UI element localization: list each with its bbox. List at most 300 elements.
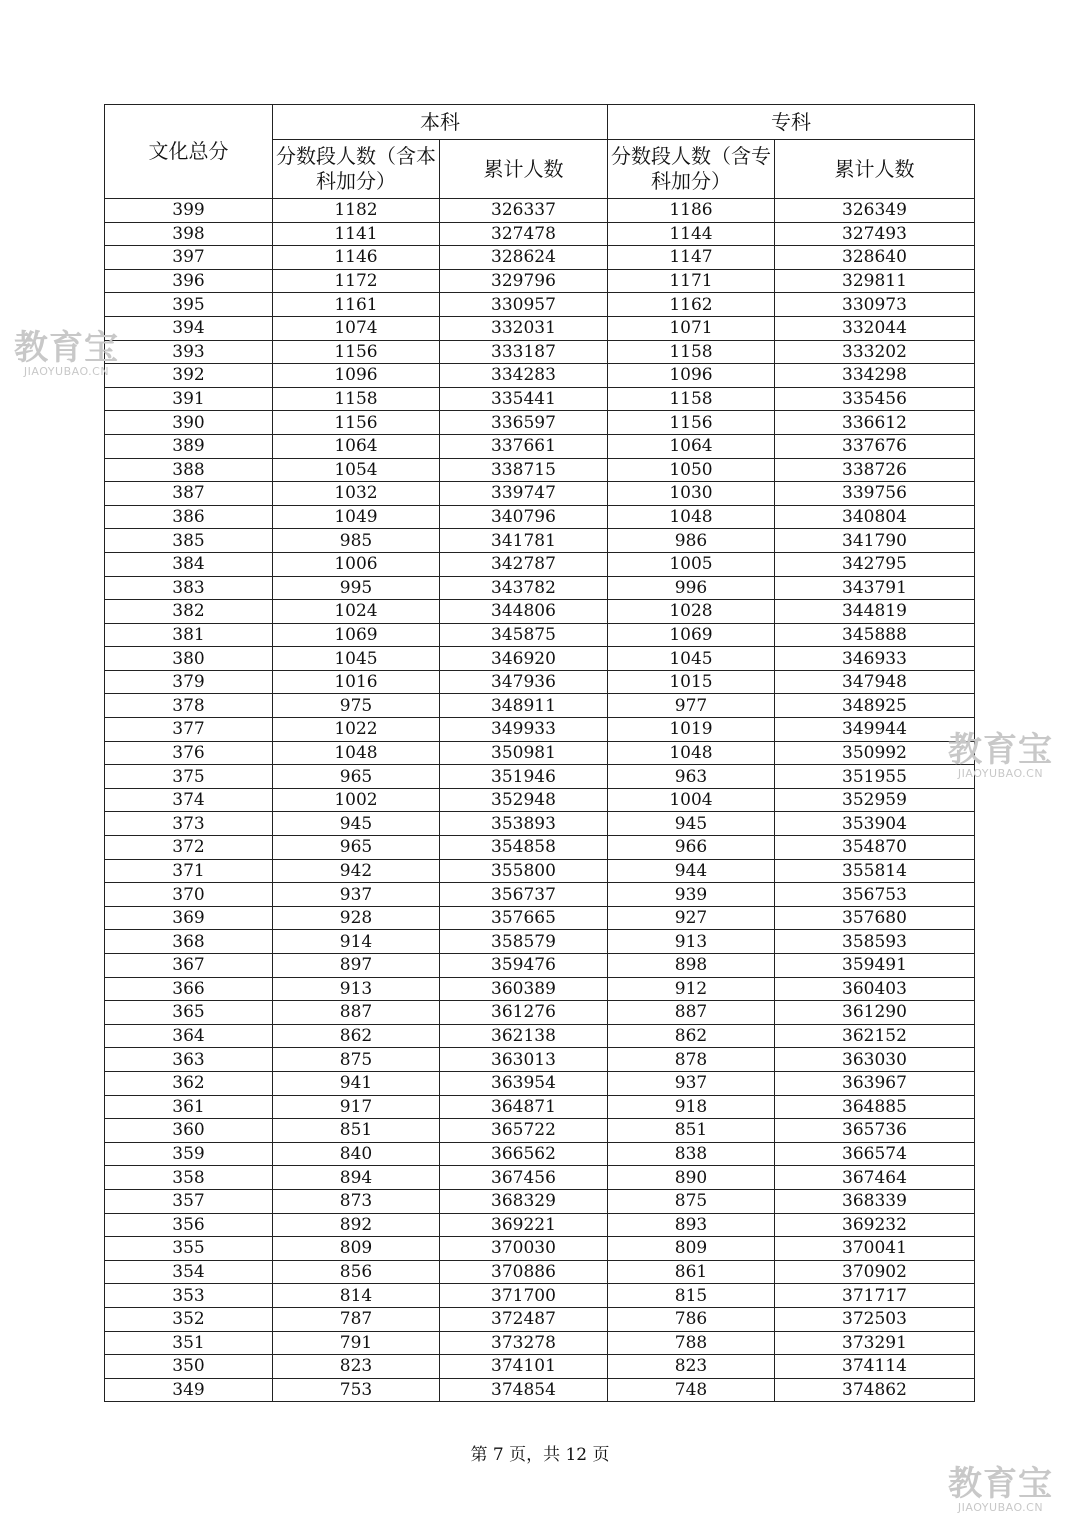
cell-undergrad-cumulative: 364871: [440, 1095, 608, 1119]
cell-undergrad-cumulative: 370886: [440, 1260, 608, 1284]
cell-specialist-cumulative: 348925: [775, 694, 975, 718]
cell-score: 357: [105, 1189, 273, 1213]
cell-undergrad-segment: 894: [273, 1166, 440, 1190]
cell-score: 360: [105, 1119, 273, 1143]
cell-undergrad-segment: 1141: [273, 222, 440, 246]
table-row: [105, 482, 975, 506]
cell-score: 356: [105, 1213, 273, 1237]
cell-specialist-cumulative: 374862: [775, 1378, 975, 1402]
cell-specialist-cumulative: 360403: [775, 977, 975, 1001]
cell-undergrad-segment: 1048: [273, 741, 440, 765]
cell-score: 374: [105, 788, 273, 812]
cell-undergrad-segment: 897: [273, 954, 440, 978]
cell-specialist-cumulative: 352959: [775, 788, 975, 812]
cell-undergrad-segment: 1006: [273, 552, 440, 576]
cell-specialist-cumulative: 364885: [775, 1095, 975, 1119]
cell-undergrad-segment: 823: [273, 1355, 440, 1379]
score-distribution-table: [104, 104, 975, 1402]
cell-specialist-segment: 1171: [608, 269, 775, 293]
cell-specialist-segment: 913: [608, 930, 775, 954]
cell-score: 393: [105, 340, 273, 364]
watermark-url: JIAOYUBAO.CN: [957, 767, 1044, 780]
table-body: [105, 199, 975, 1402]
cell-specialist-cumulative: 345888: [775, 623, 975, 647]
cell-specialist-cumulative: 354870: [775, 836, 975, 860]
cell-specialist-cumulative: 347948: [775, 670, 975, 694]
cell-score: 349: [105, 1378, 273, 1402]
cell-score: 368: [105, 930, 273, 954]
cell-undergrad-segment: 942: [273, 859, 440, 883]
cell-undergrad-cumulative: 348911: [440, 694, 608, 718]
header-undergrad-cumulative: 累计人数: [440, 140, 608, 199]
table-row: [105, 741, 975, 765]
cell-undergrad-cumulative: 344806: [440, 600, 608, 624]
cell-undergrad-segment: 1069: [273, 623, 440, 647]
cell-score: 383: [105, 576, 273, 600]
cell-score: 359: [105, 1142, 273, 1166]
cell-undergrad-cumulative: 357665: [440, 906, 608, 930]
cell-specialist-cumulative: 344819: [775, 600, 975, 624]
cell-score: 367: [105, 954, 273, 978]
cell-undergrad-segment: 1049: [273, 505, 440, 529]
watermark: [948, 1466, 1053, 1514]
cell-specialist-cumulative: 363967: [775, 1071, 975, 1095]
cell-specialist-segment: 893: [608, 1213, 775, 1237]
cell-undergrad-cumulative: 350981: [440, 741, 608, 765]
cell-specialist-cumulative: 371717: [775, 1284, 975, 1308]
cell-undergrad-segment: 975: [273, 694, 440, 718]
cell-undergrad-segment: 941: [273, 1071, 440, 1095]
cell-specialist-cumulative: 346933: [775, 647, 975, 671]
table-row: [105, 1307, 975, 1331]
cell-score: 391: [105, 387, 273, 411]
cell-specialist-segment: 1045: [608, 647, 775, 671]
cell-specialist-segment: 918: [608, 1095, 775, 1119]
cell-score: 371: [105, 859, 273, 883]
cell-score: 378: [105, 694, 273, 718]
cell-specialist-cumulative: 372503: [775, 1307, 975, 1331]
cell-specialist-segment: 944: [608, 859, 775, 883]
cell-undergrad-cumulative: 354858: [440, 836, 608, 860]
cell-undergrad-cumulative: 371700: [440, 1284, 608, 1308]
cell-specialist-segment: 912: [608, 977, 775, 1001]
cell-specialist-cumulative: 335456: [775, 387, 975, 411]
cell-undergrad-cumulative: 351946: [440, 765, 608, 789]
page-footer: 第 7 页，共 12 页: [470, 1445, 610, 1465]
cell-specialist-cumulative: 369232: [775, 1213, 975, 1237]
cell-specialist-segment: 1005: [608, 552, 775, 576]
cell-score: 384: [105, 552, 273, 576]
table-row: [105, 411, 975, 435]
cell-specialist-cumulative: 362152: [775, 1024, 975, 1048]
table-row: [105, 1213, 975, 1237]
cell-specialist-segment: 875: [608, 1189, 775, 1213]
cell-score: 369: [105, 906, 273, 930]
table-row: [105, 1119, 975, 1143]
cell-specialist-segment: 1019: [608, 718, 775, 742]
table-row: [105, 199, 975, 223]
cell-undergrad-segment: 1158: [273, 387, 440, 411]
cell-score: 350: [105, 1355, 273, 1379]
watermark-url: JIAOYUBAO.CN: [23, 365, 110, 378]
cell-undergrad-cumulative: 359476: [440, 954, 608, 978]
cell-specialist-cumulative: 366574: [775, 1142, 975, 1166]
table-row: [105, 1284, 975, 1308]
cell-specialist-cumulative: 332044: [775, 316, 975, 340]
cell-undergrad-cumulative: 360389: [440, 977, 608, 1001]
cell-undergrad-segment: 1146: [273, 246, 440, 270]
cell-undergrad-cumulative: 328624: [440, 246, 608, 270]
cell-undergrad-cumulative: 366562: [440, 1142, 608, 1166]
cell-score: 394: [105, 316, 273, 340]
cell-specialist-cumulative: 373291: [775, 1331, 975, 1355]
cell-specialist-cumulative: 338726: [775, 458, 975, 482]
cell-specialist-cumulative: 350992: [775, 741, 975, 765]
cell-undergrad-segment: 914: [273, 930, 440, 954]
cell-score: 366: [105, 977, 273, 1001]
cell-undergrad-cumulative: 367456: [440, 1166, 608, 1190]
cell-undergrad-segment: 1074: [273, 316, 440, 340]
table-row: [105, 316, 975, 340]
cell-undergrad-cumulative: 358579: [440, 930, 608, 954]
cell-score: 373: [105, 812, 273, 836]
cell-undergrad-segment: 928: [273, 906, 440, 930]
cell-undergrad-segment: 937: [273, 883, 440, 907]
cell-undergrad-segment: 1161: [273, 293, 440, 317]
cell-score: 385: [105, 529, 273, 553]
cell-specialist-segment: 1048: [608, 505, 775, 529]
table-row: [105, 434, 975, 458]
cell-undergrad-segment: 1002: [273, 788, 440, 812]
table-row: [105, 836, 975, 860]
cell-undergrad-segment: 892: [273, 1213, 440, 1237]
cell-score: 398: [105, 222, 273, 246]
cell-specialist-segment: 838: [608, 1142, 775, 1166]
cell-undergrad-cumulative: 345875: [440, 623, 608, 647]
cell-specialist-cumulative: 356753: [775, 883, 975, 907]
cell-undergrad-cumulative: 368329: [440, 1189, 608, 1213]
cell-specialist-cumulative: 328640: [775, 246, 975, 270]
table-row: [105, 1001, 975, 1025]
cell-specialist-cumulative: 342795: [775, 552, 975, 576]
cell-specialist-segment: 898: [608, 954, 775, 978]
cell-specialist-cumulative: 340804: [775, 505, 975, 529]
cell-undergrad-segment: 995: [273, 576, 440, 600]
cell-score: 397: [105, 246, 273, 270]
cell-undergrad-segment: 787: [273, 1307, 440, 1331]
cell-specialist-cumulative: 370041: [775, 1237, 975, 1261]
cell-specialist-cumulative: 336612: [775, 411, 975, 435]
table-row: [105, 1048, 975, 1072]
cell-undergrad-segment: 1156: [273, 340, 440, 364]
table-row: [105, 883, 975, 907]
cell-undergrad-segment: 1156: [273, 411, 440, 435]
cell-undergrad-cumulative: 339747: [440, 482, 608, 506]
cell-score: 399: [105, 199, 273, 223]
cell-undergrad-segment: 809: [273, 1237, 440, 1261]
watermark-url: JIAOYUBAO.CN: [957, 1501, 1044, 1514]
cell-undergrad-cumulative: 332031: [440, 316, 608, 340]
table-row: [105, 1071, 975, 1095]
cell-undergrad-segment: 873: [273, 1189, 440, 1213]
cell-score: 388: [105, 458, 273, 482]
cell-score: 370: [105, 883, 273, 907]
watermark: [948, 732, 1053, 780]
watermark-text: 教育宝: [14, 328, 119, 368]
cell-specialist-segment: 878: [608, 1048, 775, 1072]
table-row: [105, 812, 975, 836]
cell-undergrad-cumulative: 329796: [440, 269, 608, 293]
cell-specialist-segment: 1050: [608, 458, 775, 482]
cell-specialist-segment: 1030: [608, 482, 775, 506]
cell-score: 392: [105, 364, 273, 388]
cell-specialist-segment: 890: [608, 1166, 775, 1190]
cell-undergrad-cumulative: 363013: [440, 1048, 608, 1072]
cell-score: 362: [105, 1071, 273, 1095]
cell-specialist-cumulative: 353904: [775, 812, 975, 836]
cell-undergrad-cumulative: 361276: [440, 1001, 608, 1025]
cell-specialist-segment: 1096: [608, 364, 775, 388]
cell-undergrad-segment: 1032: [273, 482, 440, 506]
cell-undergrad-cumulative: 353893: [440, 812, 608, 836]
table-row: [105, 505, 975, 529]
table-row: [105, 906, 975, 930]
cell-specialist-segment: 937: [608, 1071, 775, 1095]
cell-undergrad-segment: 875: [273, 1048, 440, 1072]
cell-specialist-cumulative: 343791: [775, 576, 975, 600]
table-row: [105, 765, 975, 789]
cell-score: 351: [105, 1331, 273, 1355]
table-row: [105, 1260, 975, 1284]
table-row: [105, 930, 975, 954]
cell-specialist-cumulative: 349944: [775, 718, 975, 742]
header-specialist: 专科: [608, 105, 975, 140]
table-row: [105, 718, 975, 742]
cell-specialist-cumulative: 374114: [775, 1355, 975, 1379]
cell-undergrad-cumulative: 333187: [440, 340, 608, 364]
cell-specialist-cumulative: 351955: [775, 765, 975, 789]
cell-specialist-cumulative: 329811: [775, 269, 975, 293]
header-specialist-cumulative: 累计人数: [775, 140, 975, 199]
cell-score: 390: [105, 411, 273, 435]
table-row: [105, 1378, 975, 1402]
cell-specialist-segment: 1156: [608, 411, 775, 435]
cell-undergrad-segment: 1182: [273, 199, 440, 223]
table-row: [105, 458, 975, 482]
cell-undergrad-segment: 1064: [273, 434, 440, 458]
table-row: [105, 552, 975, 576]
cell-score: 395: [105, 293, 273, 317]
cell-undergrad-cumulative: 373278: [440, 1331, 608, 1355]
cell-undergrad-segment: 851: [273, 1119, 440, 1143]
cell-undergrad-segment: 791: [273, 1331, 440, 1355]
table-row: [105, 977, 975, 1001]
cell-specialist-segment: 809: [608, 1237, 775, 1261]
cell-specialist-segment: 1069: [608, 623, 775, 647]
cell-undergrad-segment: 856: [273, 1260, 440, 1284]
header-undergrad: 本科: [273, 105, 608, 140]
cell-undergrad-cumulative: 334283: [440, 364, 608, 388]
cell-specialist-cumulative: 367464: [775, 1166, 975, 1190]
table-row: [105, 1237, 975, 1261]
cell-specialist-cumulative: 359491: [775, 954, 975, 978]
cell-specialist-segment: 996: [608, 576, 775, 600]
cell-undergrad-segment: 1016: [273, 670, 440, 694]
cell-undergrad-cumulative: 330957: [440, 293, 608, 317]
watermark-text: 教育宝: [948, 730, 1053, 770]
cell-specialist-segment: 966: [608, 836, 775, 860]
cell-specialist-segment: 1158: [608, 387, 775, 411]
cell-score: 372: [105, 836, 273, 860]
cell-undergrad-cumulative: 349933: [440, 718, 608, 742]
cell-specialist-segment: 887: [608, 1001, 775, 1025]
cell-undergrad-cumulative: 363954: [440, 1071, 608, 1095]
cell-score: 387: [105, 482, 273, 506]
cell-undergrad-cumulative: 340796: [440, 505, 608, 529]
table-row: [105, 859, 975, 883]
table-row: [105, 623, 975, 647]
cell-undergrad-segment: 965: [273, 765, 440, 789]
cell-specialist-cumulative: 334298: [775, 364, 975, 388]
cell-score: 358: [105, 1166, 273, 1190]
cell-undergrad-cumulative: 327478: [440, 222, 608, 246]
cell-specialist-segment: 1015: [608, 670, 775, 694]
cell-specialist-segment: 939: [608, 883, 775, 907]
cell-specialist-cumulative: 330973: [775, 293, 975, 317]
cell-specialist-cumulative: 333202: [775, 340, 975, 364]
cell-undergrad-cumulative: 374854: [440, 1378, 608, 1402]
cell-undergrad-segment: 913: [273, 977, 440, 1001]
cell-specialist-segment: 1028: [608, 600, 775, 624]
cell-specialist-cumulative: 337676: [775, 434, 975, 458]
cell-specialist-segment: 748: [608, 1378, 775, 1402]
cell-specialist-segment: 861: [608, 1260, 775, 1284]
cell-score: 365: [105, 1001, 273, 1025]
cell-specialist-cumulative: 341790: [775, 529, 975, 553]
table-row: [105, 600, 975, 624]
cell-specialist-cumulative: 370902: [775, 1260, 975, 1284]
cell-undergrad-cumulative: 372487: [440, 1307, 608, 1331]
cell-score: 379: [105, 670, 273, 694]
table-row: [105, 1189, 975, 1213]
cell-undergrad-segment: 814: [273, 1284, 440, 1308]
cell-specialist-cumulative: 326349: [775, 199, 975, 223]
cell-undergrad-cumulative: 369221: [440, 1213, 608, 1237]
table-row: [105, 364, 975, 388]
cell-undergrad-cumulative: 355800: [440, 859, 608, 883]
table-row: [105, 694, 975, 718]
cell-specialist-segment: 862: [608, 1024, 775, 1048]
cell-undergrad-cumulative: 347936: [440, 670, 608, 694]
cell-score: 376: [105, 741, 273, 765]
cell-undergrad-cumulative: 362138: [440, 1024, 608, 1048]
table-row: [105, 647, 975, 671]
cell-specialist-segment: 945: [608, 812, 775, 836]
cell-specialist-cumulative: 368339: [775, 1189, 975, 1213]
table-row: [105, 576, 975, 600]
table-row: [105, 1024, 975, 1048]
cell-undergrad-cumulative: 338715: [440, 458, 608, 482]
cell-specialist-segment: 1064: [608, 434, 775, 458]
cell-undergrad-segment: 917: [273, 1095, 440, 1119]
cell-specialist-segment: 1048: [608, 741, 775, 765]
table-row: [105, 670, 975, 694]
table-row: [105, 222, 975, 246]
cell-specialist-segment: 963: [608, 765, 775, 789]
cell-undergrad-segment: 1024: [273, 600, 440, 624]
cell-specialist-segment: 788: [608, 1331, 775, 1355]
cell-specialist-segment: 786: [608, 1307, 775, 1331]
cell-specialist-segment: 1186: [608, 199, 775, 223]
cell-specialist-segment: 1162: [608, 293, 775, 317]
cell-undergrad-cumulative: 337661: [440, 434, 608, 458]
cell-score: 352: [105, 1307, 273, 1331]
cell-score: 364: [105, 1024, 273, 1048]
cell-score: 353: [105, 1284, 273, 1308]
cell-score: 381: [105, 623, 273, 647]
cell-score: 375: [105, 765, 273, 789]
cell-score: 382: [105, 600, 273, 624]
table-row: [105, 1095, 975, 1119]
table-row: [105, 1355, 975, 1379]
cell-undergrad-cumulative: 370030: [440, 1237, 608, 1261]
cell-specialist-cumulative: 327493: [775, 222, 975, 246]
cell-undergrad-segment: 1172: [273, 269, 440, 293]
cell-undergrad-cumulative: 343782: [440, 576, 608, 600]
cell-undergrad-segment: 945: [273, 812, 440, 836]
cell-undergrad-segment: 840: [273, 1142, 440, 1166]
cell-undergrad-cumulative: 374101: [440, 1355, 608, 1379]
watermark: [14, 330, 119, 378]
cell-specialist-cumulative: 361290: [775, 1001, 975, 1025]
table-row: [105, 1166, 975, 1190]
cell-specialist-segment: 986: [608, 529, 775, 553]
cell-specialist-segment: 1144: [608, 222, 775, 246]
cell-undergrad-cumulative: 342787: [440, 552, 608, 576]
cell-undergrad-cumulative: 352948: [440, 788, 608, 812]
cell-undergrad-segment: 1045: [273, 647, 440, 671]
cell-score: 354: [105, 1260, 273, 1284]
cell-score: 386: [105, 505, 273, 529]
cell-specialist-cumulative: 357680: [775, 906, 975, 930]
cell-score: 377: [105, 718, 273, 742]
cell-undergrad-segment: 985: [273, 529, 440, 553]
table-row: [105, 269, 975, 293]
cell-undergrad-cumulative: 341781: [440, 529, 608, 553]
cell-specialist-segment: 927: [608, 906, 775, 930]
table-row: [105, 1331, 975, 1355]
table-row: [105, 788, 975, 812]
cell-specialist-cumulative: 363030: [775, 1048, 975, 1072]
cell-score: 355: [105, 1237, 273, 1261]
cell-score: 361: [105, 1095, 273, 1119]
cell-specialist-cumulative: 355814: [775, 859, 975, 883]
cell-undergrad-segment: 862: [273, 1024, 440, 1048]
cell-specialist-cumulative: 358593: [775, 930, 975, 954]
cell-score: 380: [105, 647, 273, 671]
cell-undergrad-segment: 965: [273, 836, 440, 860]
cell-undergrad-segment: 1022: [273, 718, 440, 742]
cell-specialist-segment: 1071: [608, 316, 775, 340]
cell-undergrad-cumulative: 326337: [440, 199, 608, 223]
watermark-text: 教育宝: [948, 1464, 1053, 1504]
cell-specialist-cumulative: 339756: [775, 482, 975, 506]
table-row: [105, 387, 975, 411]
header-undergrad-segment: 分数段人数（含本科加分）: [273, 140, 440, 199]
cell-undergrad-cumulative: 356737: [440, 883, 608, 907]
cell-undergrad-segment: 1054: [273, 458, 440, 482]
cell-undergrad-cumulative: 336597: [440, 411, 608, 435]
